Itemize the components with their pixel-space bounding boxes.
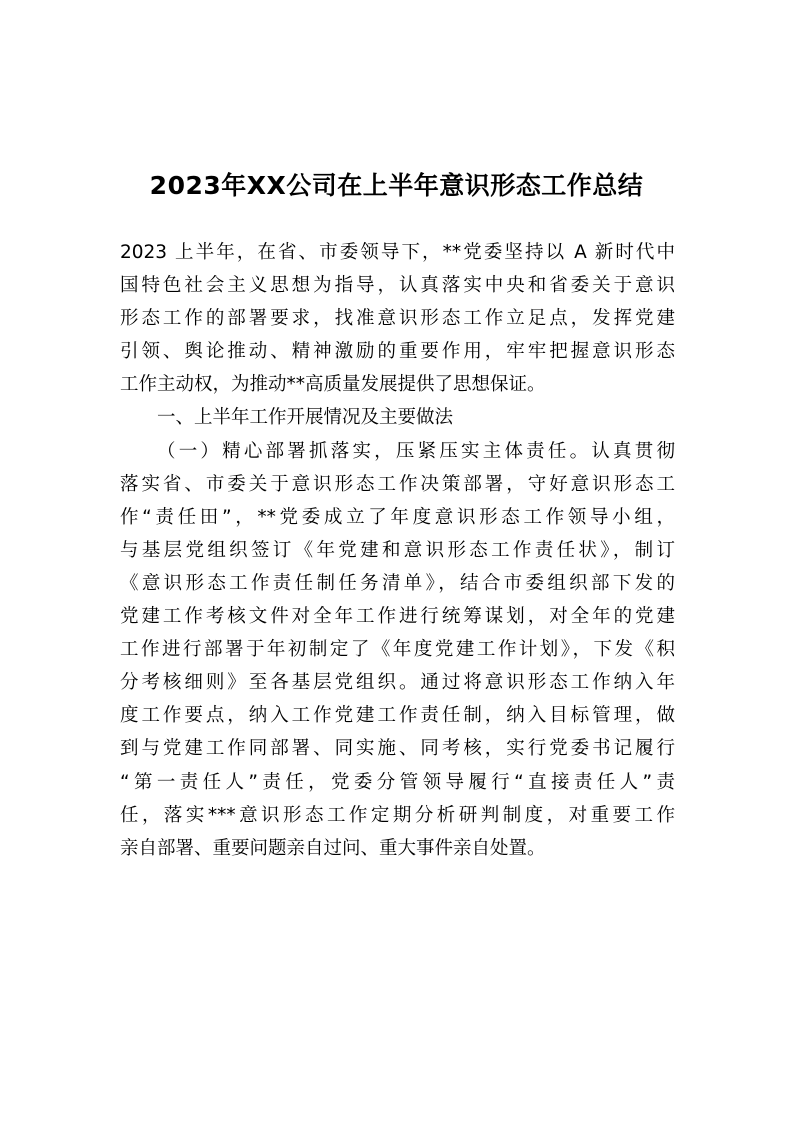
paragraph-line: 《意识形态工作责任制任务清单》，结合市委组织部下发的: [120, 572, 675, 594]
paragraph-line: 工作主动权，为推动**高质量发展提供了思想保证。: [120, 374, 546, 396]
paragraph-line: 任，落实***意识形态工作定期分析研判制度，对重要工作: [120, 804, 675, 826]
paragraph-line: 分考核细则》至各基层党组织。通过将意识形态工作纳入年: [120, 672, 675, 694]
paragraph-line: 亲自部署、重要问题亲自过问、重大事件亲自处置。: [120, 837, 546, 859]
paragraph-line: （一）精心部署抓落实，压紧压实主体责任。认真贯彻: [157, 440, 675, 462]
paragraph-line: 度工作要点，纳入工作党建工作责任制，纳入目标管理，做: [120, 705, 675, 727]
document-title: 2023年XX公司在上半年意识形态工作总结: [149, 171, 644, 200]
paragraph-line: 到与党建工作同部署、同实施、同考核，实行党委书记履行: [120, 738, 675, 760]
document-body: [120, 236, 675, 865]
paragraph-line: 形态工作的部署要求，找准意识形态工作立足点，发挥党建: [120, 308, 675, 330]
paragraph-line: “第一责任人”责任，党委分管领导履行“直接责任人”责: [120, 771, 675, 793]
paragraph-line: 引领、舆论推动、精神激励的重要作用，牢牢把握意识形态: [120, 341, 675, 363]
paragraph-line: 2023 上半年，在省、市委领导下，**党委坚持以 A 新时代中: [120, 242, 675, 263]
paragraph-line: 落实省、市委关于意识形态工作决策部署，守好意识形态工: [120, 473, 675, 495]
paragraph-line: 党建工作考核文件对全年工作进行统筹谋划，对全年的党建: [120, 606, 675, 628]
paragraph-line: 国特色社会主义思想为指导，认真落实中央和省委关于意识: [120, 275, 675, 297]
section-heading: 一、上半年工作开展情况及主要做法: [157, 407, 454, 429]
paragraph-line: 作“责任田”，**党委成立了年度意识形态工作领导小组，: [120, 506, 675, 528]
paragraph-line: 与基层党组织签订《年党建和意识形态工作责任状》，制订: [120, 539, 675, 561]
paragraph-line: 工作进行部署于年初制定了《年度党建工作计划》，下发《积: [120, 639, 675, 661]
